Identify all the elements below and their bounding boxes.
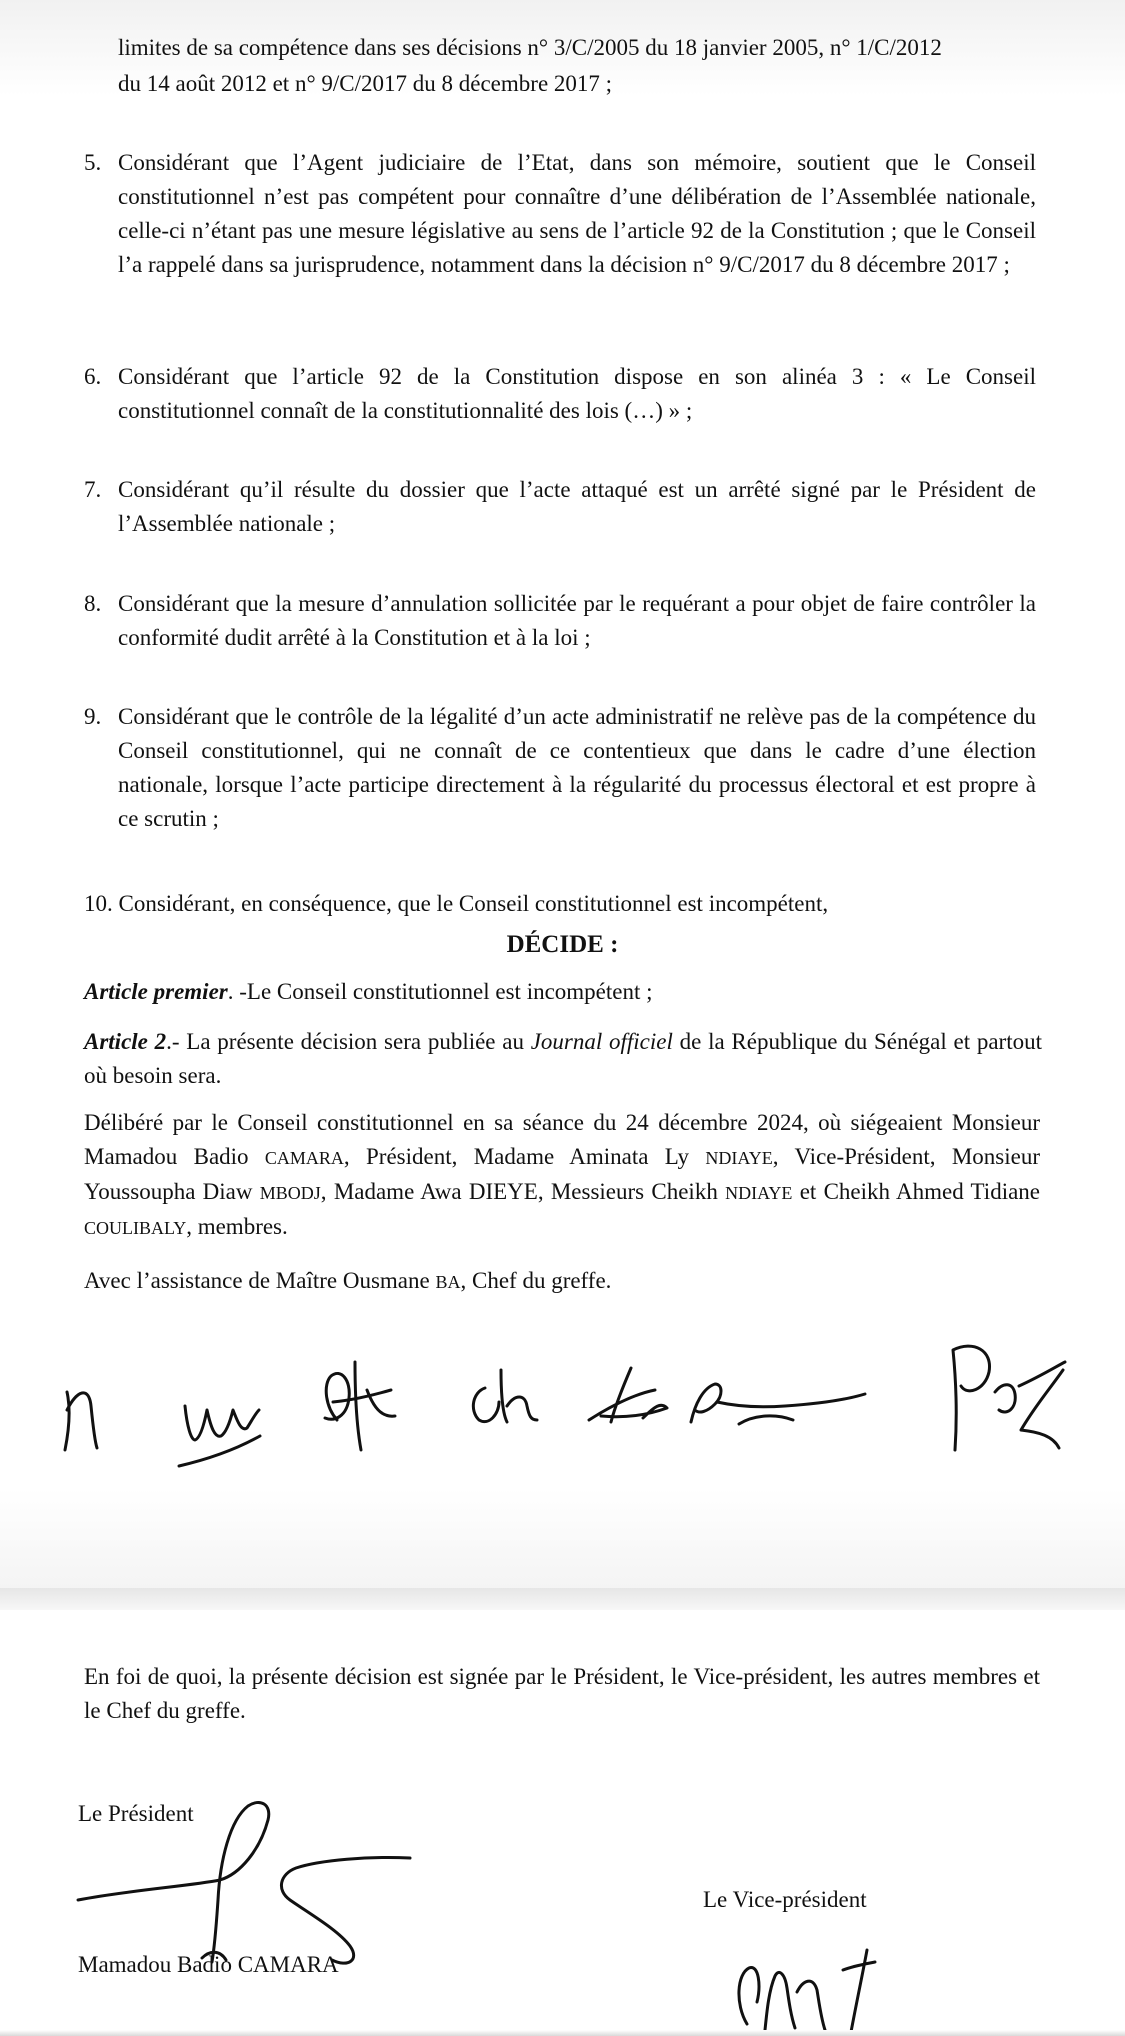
page-separator xyxy=(0,1588,1125,1610)
considerant-7: Considérant qu’il résulte du dossier que l’acte attaqué est un arrêté signé par le Président de l’Assemblée nationale ; xyxy=(118,477,1036,536)
article-premier xyxy=(84,975,1044,1009)
member-surname: COULIBALY xyxy=(84,1218,187,1238)
considerant-8: Considérant que la mesure d’annulation sollicitée par le requérant a pour objet de faire contrôler la conformité dudit arrêté à la Constitution et à la loi ; xyxy=(118,591,1036,650)
decide-heading: DÉCIDE : xyxy=(506,931,619,958)
deliberation-text: , Vice-Président, Monsieur Youssoupha Diaw xyxy=(84,1144,1040,1204)
considerant-number: 9. xyxy=(84,704,102,729)
assistance-text: Avec l’assistance de Maître Ousmane xyxy=(84,1268,436,1293)
intro-line-2: du 14 août 2012 et n° 9/C/2017 du 8 décembre 2017 ; xyxy=(118,71,613,96)
deliberation-text: , Madame Awa DIEYE, Messieurs Cheikh xyxy=(320,1179,726,1204)
assistance-text-end: , Chef du greffe. xyxy=(460,1268,612,1293)
considerant-number: 6. xyxy=(84,364,102,389)
deliberation-text: et Cheikh Ahmed Tidiane xyxy=(792,1179,1040,1204)
member-surname: NDIAYE xyxy=(725,1183,793,1203)
article-2 xyxy=(84,1025,1042,1093)
deliberation-text: Délibéré par le Conseil constitutionnel en sa séance du 24 décembre 2024, où siégeaient Monsieur Mamadou Badio xyxy=(84,1110,1040,1169)
en-foi-de-quoi: En foi de quoi, la présente décision est signée par le Président, le Vice-président, les autres membres et le Chef du greffe. xyxy=(84,1664,1040,1723)
greffier-surname: BA xyxy=(435,1272,461,1292)
vice-president-title: Le Vice-président xyxy=(703,1887,867,1912)
deliberation-text: , membres. xyxy=(186,1214,288,1239)
members-signatures xyxy=(55,1310,1075,1500)
article-2-label: Article 2 xyxy=(84,1029,167,1054)
considerant-number: 5. xyxy=(84,150,102,175)
article-premier-label: Article premier xyxy=(84,979,228,1004)
journal-officiel: Journal officiel xyxy=(530,1029,673,1054)
member-surname: MBODJ xyxy=(259,1183,321,1203)
considerant-10: 10. Considérant, en conséquence, que le Conseil constitutionnel est incompétent, xyxy=(84,891,829,916)
article-premier-text: . -Le Conseil constitutionnel est incompétent ; xyxy=(227,979,653,1004)
article-2-text: .- La présente décision sera publiée au xyxy=(166,1029,531,1054)
president-title: Le Président xyxy=(78,1801,194,1826)
vice-president-signature xyxy=(725,1940,965,2036)
deliberation-text: , Président, Madame Aminata Ly xyxy=(343,1144,706,1169)
considerant-9: Considérant que le contrôle de la légalité d’un acte administratif ne relève pas de la compétence du Conseil constitutionnel, qui ne connaît de ce contentieux que dans le cadre d’une élection nationale, lorsque l’acte participe directement à la régularité du processus électoral et est propre à ce scrutin ; xyxy=(118,704,1036,831)
member-surname: NDIAYE xyxy=(705,1148,773,1168)
deliberation-paragraph xyxy=(84,1106,1040,1245)
article-2-text-end: de la République du Sénégal et partout où besoin sera. xyxy=(84,1029,1042,1088)
assistance-line xyxy=(84,1264,1044,1299)
intro-line-1: limites de sa compétence dans ses décisions n° 3/C/2005 du 18 janvier 2005, n° 1/C/2012 xyxy=(118,35,942,60)
president-name: Mamadou Badio CAMARA xyxy=(78,1952,339,1977)
considerant-number: 8. xyxy=(84,591,102,616)
considerant-6: Considérant que l’article 92 de la Constitution dispose en son alinéa 3 : « Le Conseil constitutionnel connaît de la constitutionnalité des lois (…) » ; xyxy=(118,364,1036,423)
member-surname: CAMARA xyxy=(264,1148,344,1168)
considerant-5: Considérant que l’Agent judiciaire de l’Etat, dans son mémoire, soutient que le Conseil constitutionnel n’est pas compétent pour connaître d’une délibération de l’Assemblée nationale, celle-ci n’étant pas une mesure législative au sens de l’article 92 de la Constitution ; que le Conseil l’a rappelé dans sa jurisprudence, notamment dans la décision n° 9/C/2017 du 8 décembre 2017 ; xyxy=(118,150,1036,277)
page-bottom-edge xyxy=(0,2030,1125,2036)
considerant-number: 7. xyxy=(84,477,102,502)
